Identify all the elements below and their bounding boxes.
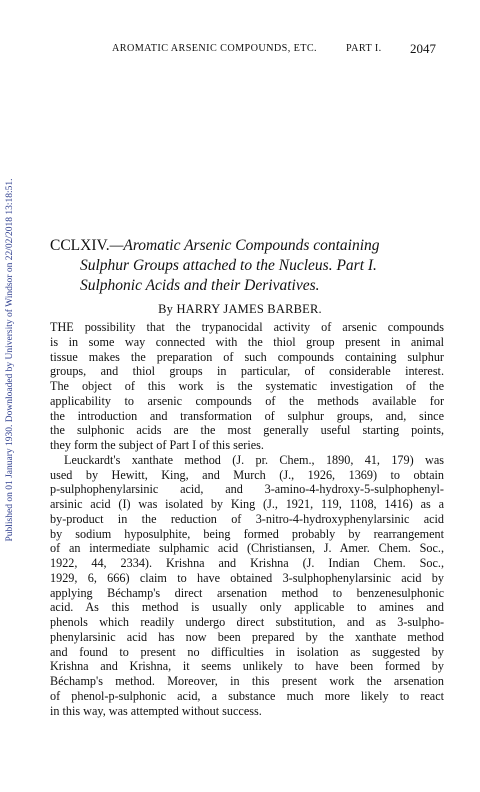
body-line: p-sulphophenylarsinic acid, and 3-amino-4-hydroxy-5-sulphophenyl- <box>50 482 444 497</box>
body-line: by-product in the reduction of 3-nitro-4-hydroxyphenylarsinic acid <box>50 511 444 526</box>
download-notice-text: Published on 01 January 1930. Downloaded by University of Windsor on 22/02/2018 13:18:51. <box>5 178 15 542</box>
body-line: Leuckardt's xanthate method (J. pr. Chem., 1890, 41, 179) was <box>64 452 444 467</box>
body-line: tissue makes the preparation of such compounds containing sulphur <box>50 349 444 364</box>
body-line: Krishna and Krishna, it seems unlikely to have been formed by <box>50 659 444 674</box>
running-head <box>0 42 480 58</box>
body-line: THE possibility that the trypanocidal activity of arsenic compounds <box>50 320 444 334</box>
body-line: arsinic acid (I) was isolated by King (J., 1921, 119, 1108, 1416) as a <box>50 497 444 511</box>
running-head-part: PART I. <box>346 43 382 54</box>
body-line: they form the subject of Part I of this series. <box>50 438 264 452</box>
body-line: phenols which readily undergo direct substitution, and as 3-sulpho- <box>50 615 444 629</box>
body-line: of phenol-p-sulphonic acid, a substance much more likely to react <box>50 688 444 703</box>
article-title <box>50 236 444 296</box>
body-line: groups, and thiol groups in particular, of considerable interest. <box>50 364 444 379</box>
article-number: CCLXIV. <box>50 237 110 254</box>
author-byline: By HARRY JAMES BARBER. <box>158 302 322 316</box>
body-line: and found to present no difficulties in isolation as suggested by <box>50 644 444 659</box>
article-title-line-1: CCLXIV.—Aromatic Arsenic Compounds containing <box>50 237 380 254</box>
body-line: applying Béchamp's direct arsenation method to benzenesulphonic <box>50 585 444 600</box>
download-notice <box>0 80 20 640</box>
article-title-line-3: Sulphonic Acids and their Derivatives. <box>80 277 320 294</box>
body-line: 1929, 6, 666) claim to have obtained 3-sulphophenylarsinic acid by <box>50 570 444 585</box>
body-line: by sodium hyposulphite, being formed probably by rearrangement <box>50 526 444 541</box>
body-line: Béchamp's method. Moreover, in this present work the arsenation <box>50 674 444 688</box>
article-body <box>50 320 444 718</box>
body-line: used by Hewitt, King, and Murch (J., 1926, 1369) to obtain <box>50 467 444 482</box>
body-line: the sulphonic acids are the most generally useful starting points, <box>50 423 444 438</box>
page-number: 2047 <box>410 41 436 56</box>
body-line: of an intermediate sulphamic acid (Christiansen, J. Amer. Chem. Soc., <box>50 541 444 556</box>
body-line: is in some way connected with the thiol group present in animal <box>50 334 444 349</box>
body-line: in this way, was attempted without success. <box>50 703 262 718</box>
body-line: applicability to arsenic compounds of the methods available for <box>50 393 444 408</box>
running-head-title: AROMATIC ARSENIC COMPOUNDS, ETC. <box>112 43 317 54</box>
body-line: The object of this work is the systematic investigation of the <box>50 379 444 393</box>
body-line: 1922, 44, 2334). Krishna and Krishna (J. Indian Chem. Soc., <box>50 556 444 570</box>
body-line: the introduction and transformation of sulphur groups, and, since <box>50 408 444 423</box>
body-line: acid. As this method is usually only applicable to amines and <box>50 600 444 615</box>
article-title-line-2: Sulphur Groups attached to the Nucleus. Part I. <box>80 257 377 274</box>
body-line: phenylarsinic acid has now been prepared by the xanthate method <box>50 629 444 644</box>
